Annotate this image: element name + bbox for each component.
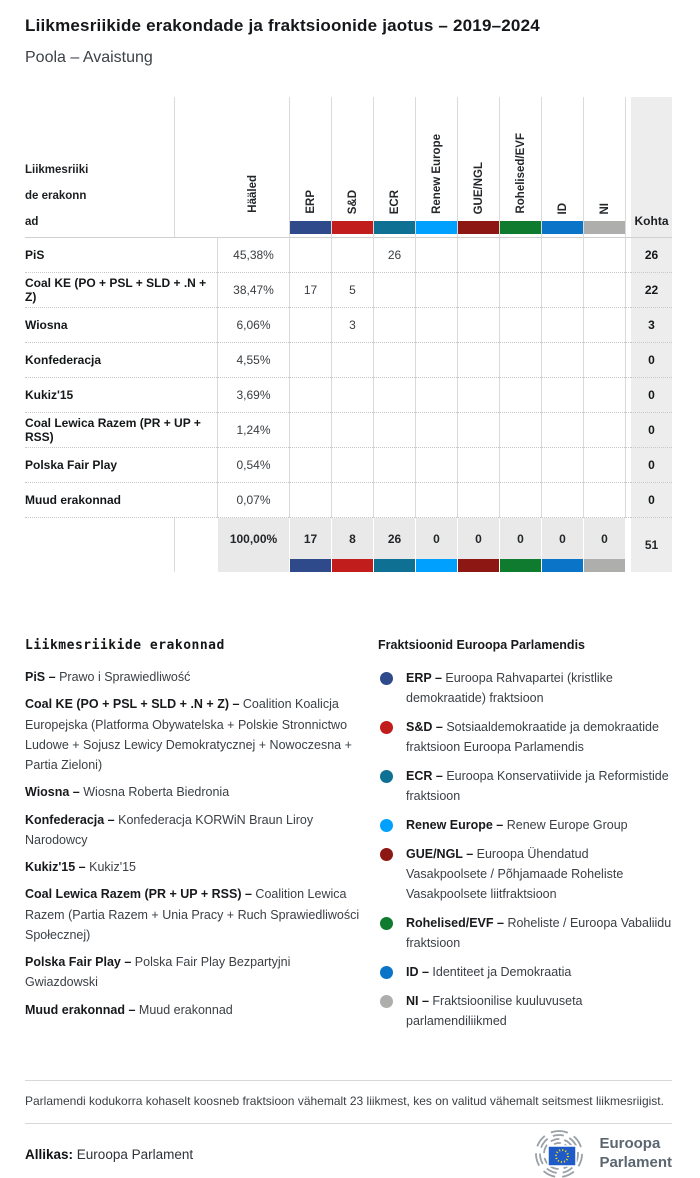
seats-cell: 0: [631, 343, 672, 378]
group-color-bar: [542, 221, 583, 234]
group-color-bar: [290, 559, 331, 572]
legend-item: Polska Fair Play – Polska Fair Play Bezpartyjni Gwiazdowski: [25, 955, 291, 990]
legend-parties-title: Liikmesriikide erakonnad: [25, 638, 225, 653]
votes-cell: 38,47%: [217, 273, 289, 308]
table-row: [25, 483, 672, 518]
legend-item: Wiosna – Wiosna Roberta Biedronia: [25, 785, 230, 800]
table-row: [25, 378, 672, 413]
votes-cell: 0,54%: [217, 448, 289, 483]
seats-cell: 22: [631, 273, 672, 308]
legend-item: Kukiz'15 – Kukiz'15: [25, 860, 136, 874]
column-header-id: ID: [541, 97, 583, 238]
divider: [25, 1123, 672, 1124]
source-label: Allikas:: [25, 1146, 74, 1162]
page-title: Liikmesriikide erakondade ja fraktsioonide jaotus – 2019–2024: [25, 16, 540, 35]
total-seats: 51: [631, 518, 672, 572]
table-row: Coal KE (PO + PSL + SLD + .N + Z) 38,47% 17 5 22: [25, 273, 672, 308]
party-name: Polska Fair Play: [25, 448, 217, 483]
legend-item: Konfederacja – Konfederacja KORWiN Braun Liroy Narodowcy: [25, 812, 314, 847]
legend-item: Coal Lewica Razem (PR + UP + RSS) – Coalition Lewica Razem (Partia Razem + Unia Pracy + Ruch Sprawiedliwości Społecznej): [25, 887, 360, 942]
legend-item: S&D – Sotsiaaldemokraatide ja demokraatide fraktsioon Euroopa Parlamendis: [378, 717, 672, 757]
table-row: Wiosna 6,06% 3 3: [25, 308, 672, 343]
logo-text: Euroopa Parlament: [599, 1135, 672, 1171]
legend-groups-title: Fraktsioonid Euroopa Parlamendis: [378, 638, 585, 652]
total-votes: 100,00%: [217, 518, 289, 572]
group-color-bar: [374, 221, 415, 234]
group-color-bar: [542, 559, 583, 572]
seats-cell: 3: [631, 308, 672, 343]
group-dot-icon: [380, 672, 393, 685]
group-dot-icon: [380, 966, 393, 979]
legend-item: Rohelised/EVF – Roheliste / Euroopa Vabaliidu fraktsioon: [378, 913, 672, 953]
group-color-bar: [416, 221, 457, 234]
footnote: Parlamendi kodukorra kohaselt koosneb fraktsioon vähemalt 23 liikmest, kes on valitud vähemalt seitsmest liikmesriigist.: [25, 1094, 664, 1108]
votes-cell: 6,06%: [217, 308, 289, 343]
seats-cell: 26: [631, 238, 672, 273]
seats-cell: 0: [631, 448, 672, 483]
column-header-seats: Kohta: [631, 97, 672, 238]
table-row: [25, 343, 672, 378]
votes-cell: 0,07%: [217, 483, 289, 518]
table-row: [25, 413, 672, 448]
group-color-bar: [458, 221, 499, 234]
legend-groups: [378, 638, 672, 1040]
party-name: Konfederacja: [25, 343, 217, 378]
group-color-bar: [374, 559, 415, 572]
corner-header-label: Liikmesriikide erakonnad: [25, 164, 89, 228]
table-header-row: [25, 97, 672, 238]
group-color-bar: [584, 559, 625, 572]
source-value: Euroopa Parlament: [76, 1146, 194, 1162]
column-header-ni: NI: [583, 97, 625, 238]
legends-section: [25, 638, 672, 1040]
column-header-greens: Rohelised/EVF: [499, 97, 541, 238]
votes-cell: 1,24%: [217, 413, 289, 448]
group-color-bar: [416, 559, 457, 572]
votes-cell: 4,55%: [217, 343, 289, 378]
votes-cell: 45,38%: [217, 238, 289, 273]
legend-item: ERP – Euroopa Rahvapartei (kristlike demokraatide) fraktsioon: [378, 668, 672, 708]
table-row: [25, 448, 672, 483]
party-name: PiS: [25, 238, 217, 273]
corner-header: [25, 97, 217, 238]
group-color-bar: [332, 221, 373, 234]
column-header-ecr: ECR: [373, 97, 415, 238]
party-name: Muud erakonnad: [25, 483, 217, 518]
legend-item: GUE/NGL – Euroopa Ühendatud Vasakpoolsete / Põhjamaade Roheliste Vasakpoolsete liitfraktsioon: [378, 844, 672, 904]
party-name: Kukiz'15: [25, 378, 217, 413]
seats-cell: 0: [631, 483, 672, 518]
group-color-bar: [332, 559, 373, 572]
seats-cell: 0: [631, 413, 672, 448]
group-dot-icon: [380, 848, 393, 861]
legend-item: PiS – Prawo i Sprawiedliwość: [25, 670, 191, 684]
source: [25, 1147, 193, 1162]
group-color-bar: [584, 221, 625, 234]
group-dot-icon: [380, 770, 393, 783]
divider: [25, 1080, 672, 1081]
table-total-row: 100,00% 17 8 26 0 0 0 0 0 51: [25, 518, 672, 572]
eu-flag-icon: [548, 1146, 576, 1166]
column-header-votes: Hääled: [217, 97, 289, 238]
votes-cell: 3,69%: [217, 378, 289, 413]
group-dot-icon: [380, 819, 393, 832]
table-row: PiS 45,38% 26 26: [25, 238, 672, 273]
legend-item: ID – Identiteet ja Demokraatia: [378, 962, 672, 982]
legend-item: Renew Europe – Renew Europe Group: [378, 815, 672, 835]
group-dot-icon: [380, 995, 393, 1008]
group-color-bar: [500, 559, 541, 572]
column-header-sd: S&D: [331, 97, 373, 238]
legend-item: Coal KE (PO + PSL + SLD + .N + Z) – Coalition Koalicja Europejska (Platforma Obywatelska + Polskie Stronnictwo Ludowe + Sojusz Lewicy Demokratycznej + Nowoczesna + Partia Zieloni): [25, 697, 352, 772]
legend-parties: [25, 638, 361, 1040]
column-header-erp: ERP: [289, 97, 331, 238]
column-header-guengl: GUE/NGL: [457, 97, 499, 238]
party-name: Wiosna: [25, 308, 217, 343]
group-color-bar: [458, 559, 499, 572]
column-header-renew: Renew Europe: [415, 97, 457, 238]
party-name: Coal Lewica Razem (PR + UP + RSS): [25, 413, 217, 448]
party-name: Coal KE (PO + PSL + SLD + .N + Z): [25, 273, 217, 308]
legend-item: NI – Fraktsioonilise kuuluvuseta parlamendiliikmed: [378, 991, 672, 1031]
seats-table: [25, 97, 672, 572]
european-parliament-logo: [525, 1130, 672, 1178]
group-dot-icon: [380, 721, 393, 734]
hemicycle-icon: [525, 1130, 591, 1178]
seats-cell: 0: [631, 378, 672, 413]
page-subtitle: Poola – Avaistung: [25, 49, 153, 66]
legend-item: ECR – Euroopa Konservatiivide ja Reformistide fraktsioon: [378, 766, 672, 806]
legend-item: Muud erakonnad – Muud erakonnad: [25, 1002, 233, 1017]
group-dot-icon: [380, 917, 393, 930]
group-color-bar: [500, 221, 541, 234]
group-color-bar: [290, 221, 331, 234]
source-row: [25, 1130, 672, 1178]
